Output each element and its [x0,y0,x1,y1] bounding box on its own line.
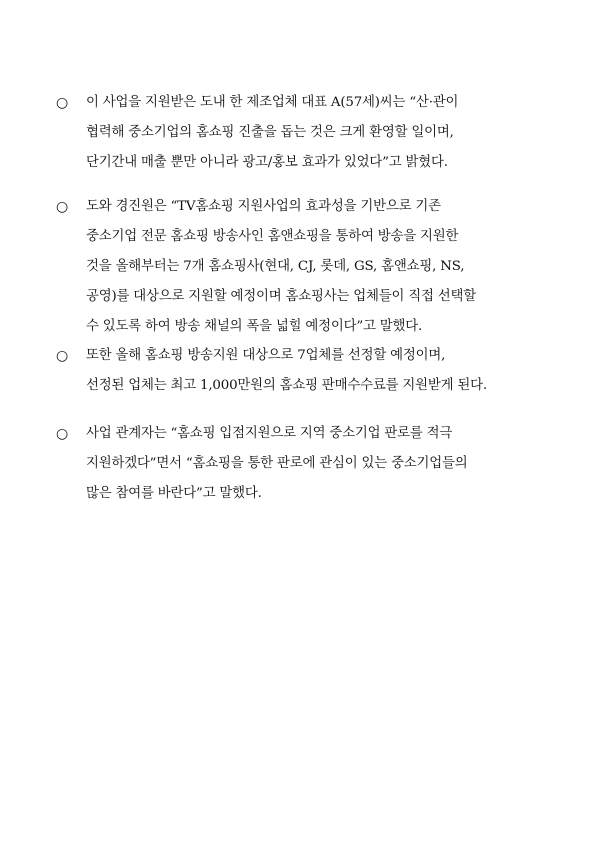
paragraph-line: 중소기업 전문 홈쇼핑 방송사인 홈앤쇼핑을 통하여 방송을 지원한 [86,229,459,244]
bullet-circle: ○ [56,348,69,364]
paragraph-line: 수 있도록 하여 방송 채널의 폭을 넓힐 예정이다”고 말했다. [86,319,423,334]
paragraph-line: 것을 올해부터는 7개 홈쇼핑사(현대, CJ, 롯데, GS, 홈앤쇼핑, NS, [86,259,465,274]
bullet-circle: ○ [56,95,69,111]
bullet-circle: ○ [56,426,69,442]
paragraph-line: 이 사업을 지원받은 도내 한 제조업체 대표 A(57세)씨는 “산·관이 [86,95,459,110]
bullet-circle: ○ [56,199,69,215]
paragraph-line: 사업 관계자는 “홈쇼핑 입점지원으로 지역 중소기업 판로를 적극 [86,426,453,441]
paragraph-line: 선정된 업체는 최고 1,000만원의 홈쇼핑 판매수수료를 지원받게 된다. [86,378,487,393]
paragraph-line: 많은 참여를 바란다”고 말했다. [86,486,262,501]
paragraph-line: 단기간내 매출 뿐만 아니라 광고/홍보 효과가 있었다”고 밝혔다. [86,155,448,170]
paragraph-line: 공영)를 대상으로 지원할 예정이며 홈쇼핑사는 업체들이 직접 선택할 [86,289,477,304]
paragraph-line: 지원하겠다”면서 “홈쇼핑을 통한 판로에 관심이 있는 중소기업들의 [86,456,468,471]
paragraph-line: 또한 올해 홈쇼핑 방송지원 대상으로 7업체를 선정할 예정이며, [86,348,446,363]
paragraph-line: 도와 경진원은 “TV홈쇼핑 지원사업의 효과성을 기반으로 기존 [86,199,441,214]
paragraph-line: 협력해 중소기업의 홈쇼핑 진출을 돕는 것은 크게 환영할 일이며, [86,125,454,140]
